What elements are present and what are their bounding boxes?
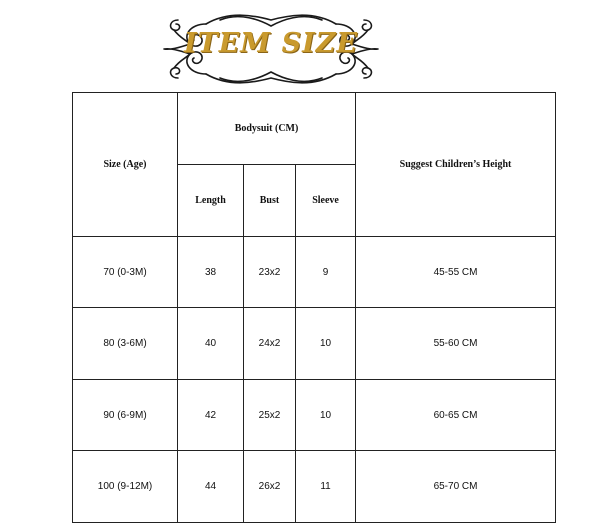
cell-height: 65-70 CM [356,451,556,523]
cell-bust: 24x2 [244,308,296,380]
header-length: Length [178,165,244,237]
cell-length: 40 [178,308,244,380]
cell-size: 80 (3-6M) [73,308,178,380]
header-sleeve: Sleeve [296,165,356,237]
size-chart-table [72,92,556,523]
table-row [73,380,556,451]
cell-height: 60-65 CM [356,380,556,451]
cell-size: 90 (6-9M) [73,380,178,451]
table-row [73,237,556,308]
cell-bust: 25x2 [244,380,296,451]
header-height: Suggest Children’s Height [356,93,556,237]
cell-length: 42 [178,380,244,451]
cell-sleeve: 9 [296,237,356,308]
cell-sleeve: 11 [296,451,356,523]
table-row [73,451,556,523]
item-size-banner [160,6,382,90]
cell-length: 44 [178,451,244,523]
header-row [73,93,556,165]
cell-bust: 23x2 [244,237,296,308]
item-size-title: ITEM SIZE [183,28,358,59]
header-bust: Bust [244,165,296,237]
cell-height: 55-60 CM [356,308,556,380]
header-size: Size (Age) [73,93,178,237]
cell-height: 45-55 CM [356,237,556,308]
cell-size: 100 (9-12M) [73,451,178,523]
cell-sleeve: 10 [296,380,356,451]
cell-bust: 26x2 [244,451,296,523]
cell-length: 38 [178,237,244,308]
table-row [73,308,556,380]
cell-size: 70 (0-3M) [73,237,178,308]
header-bodysuit: Bodysuit (CM) [178,93,356,165]
cell-sleeve: 10 [296,308,356,380]
